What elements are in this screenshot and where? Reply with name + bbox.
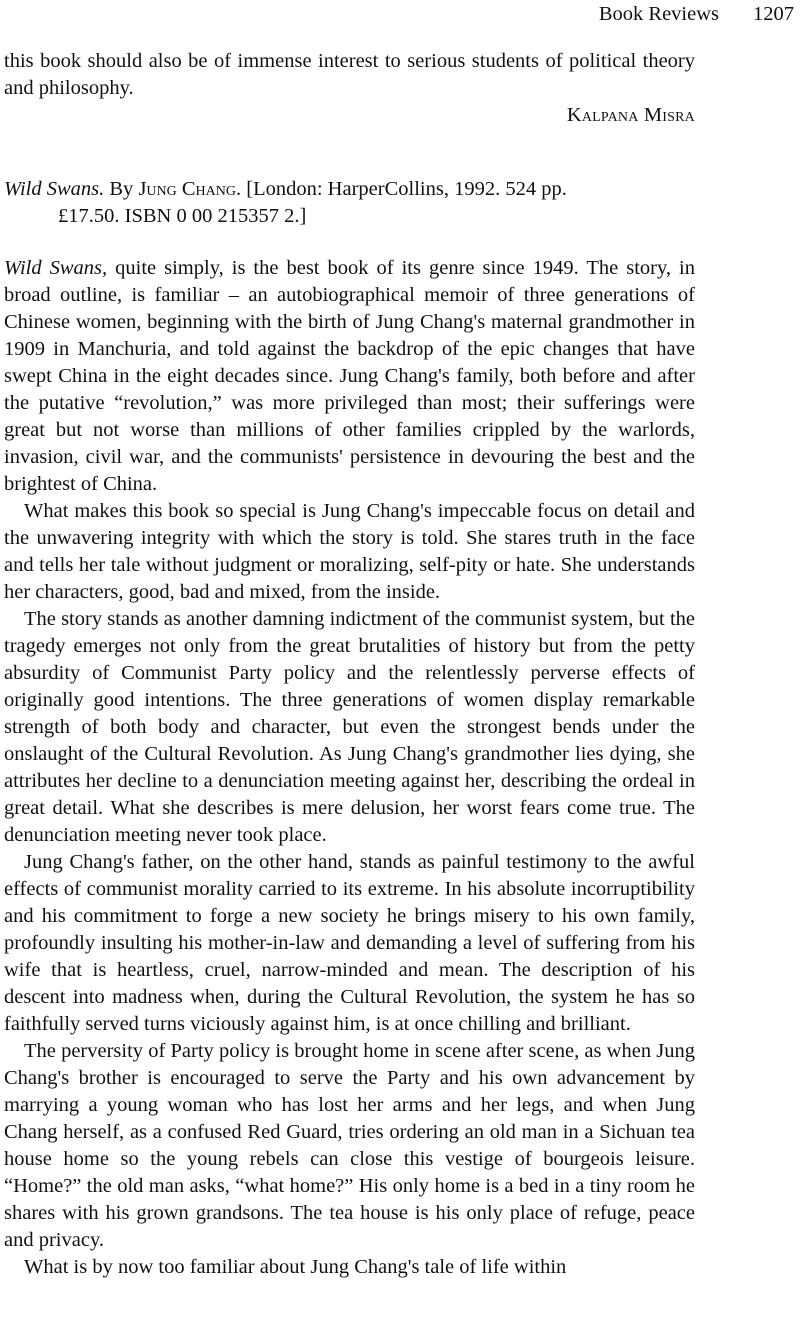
page-number: 1207 xyxy=(753,3,794,25)
previous-review-closing-text: this book should also be of immense interest to serious students of political theory and philosophy. xyxy=(4,50,695,99)
book-author: Jung Chang. xyxy=(138,178,242,200)
review-paragraph-3: The story stands as another damning indictment of the communist system, but the tragedy emerges not only from the great brutalities of history but from the petty absurdity of Communist Party policy and the relentlessly perverse effects of originally good intentions. The three generations of women display remarkable strength of both body and character, but even the strongest bends under the onslaught of the Cultural Revolution. As Jung Chang's grandmother lies dying, she attributes her decline to a denunciation meeting against her, describing the ordeal in great detail. What she describes is mere delusion, her worst fears come true. The denunciation meeting never took place. xyxy=(4,608,695,846)
book-title-inline: Wild Swans, xyxy=(4,257,108,279)
citation-line-1 xyxy=(4,176,695,203)
book-citation xyxy=(4,176,695,230)
review-paragraph-6: What is by now too familiar about Jung Chang's tale of life within xyxy=(24,1256,567,1278)
review-paragraph-1 xyxy=(4,255,695,498)
citation-by: By xyxy=(109,178,134,200)
publication-details: [London: HarperCollins, 1992. 524 pp. xyxy=(246,178,567,200)
publication-price-isbn: £17.50. ISBN 0 00 215357 2.] xyxy=(58,205,307,227)
journal-section-title: Book Reviews xyxy=(598,3,719,25)
review-paragraph-2: What makes this book so special is Jung Chang's impeccable focus on detail and the unwavering integrity with which the story is told. She stares truth in the face and tells her tale without judgment or moralizing, self-pity or hate. She understands her characters, good, bad and mixed, from the inside. xyxy=(4,500,695,603)
review-paragraph-1-text: quite simply, is the best book of its genre since 1949. The story, in broad outline, is familiar – an autobiographical memoir of three generations of Chinese women, beginning with the birth of Jung Chang's maternal grandmother in 1909 in Manchuria, and told against the backdrop of the epic changes that have swept China in the eight decades since. Jung Chang's family, both before and after the putative “revolution,” was more privileged than most; their sufferings were great but not worse than millions of other families crippled by the warlords, invasion, civil war, and the communists' persistence in devouring the best and the brightest of China. xyxy=(4,257,696,495)
review-paragraph-5: The perversity of Party policy is brought home in scene after scene, as when Jung Chang's brother is encouraged to serve the Party and his own advancement by marrying a young woman who has lost her arms and her legs, and when Jung Chang herself, as a confused Red Guard, tries ordering an old man in a Sichuan tea house home so the young rebels can close this vestige of bourgeois leisure. “Home?” the old man asks, “what home?” His only home is a bed in a tiny room he shares with his grown grandsons. The tea house is his only place of refuge, peace and privacy. xyxy=(4,1040,695,1251)
reviewer-signature: Kalpana Misra xyxy=(566,104,695,126)
book-title: Wild Swans. xyxy=(4,178,105,200)
review-body xyxy=(4,255,695,1281)
previous-review-ending xyxy=(4,48,695,129)
review-paragraph-4: Jung Chang's father, on the other hand, stands as painful testimony to the awful effects of communist morality carried to its extreme. In his absolute incorruptibility and his commitment to forge a new society he brings misery to his own family, profoundly insulting his mother-in-law and demanding a level of suffering from his wife that is heartless, cruel, narrow-minded and mean. The description of his descent into madness when, during the Cultural Revolution, the system he has so faithfully served turns viciously against him, is at once chilling and brilliant. xyxy=(4,851,695,1035)
running-head xyxy=(599,2,794,26)
